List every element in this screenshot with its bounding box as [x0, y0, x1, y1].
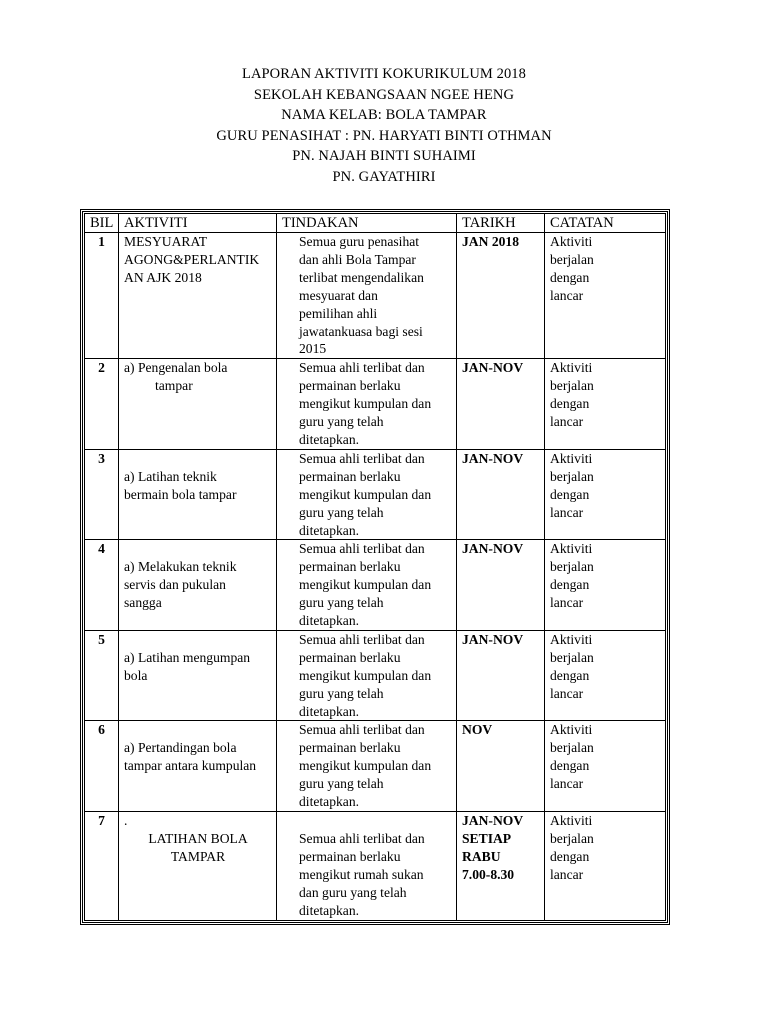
text-line: mengikut kumpulan dan: [299, 396, 432, 412]
table-header-row: [85, 214, 666, 233]
column-header-catatan: CATATAN: [545, 214, 666, 233]
cell-bil: 7: [85, 812, 119, 921]
text-line: berjalan: [550, 559, 594, 575]
spacer: [124, 631, 272, 649]
text-line: a) Melakukan teknik: [124, 559, 237, 575]
text-line: dengan: [550, 269, 590, 285]
text-line: bermain bola tampar: [124, 486, 237, 502]
cell-aktiviti: [119, 359, 277, 450]
text-line: guru yang telah: [299, 504, 384, 520]
cell-bil: 1: [85, 233, 119, 359]
cell-tindakan: [277, 721, 457, 812]
table-row: [85, 233, 666, 359]
text-line: guru yang telah: [299, 595, 384, 611]
cell-catatan: [545, 233, 666, 359]
text-line: dengan: [550, 577, 590, 593]
text-line: servis dan pukulan: [124, 577, 226, 593]
text-line: mengikut kumpulan dan: [299, 758, 432, 774]
text-line: a) Latihan mengumpan: [124, 649, 251, 665]
text-line: 2015: [299, 341, 327, 357]
text-line: lancar: [550, 776, 584, 792]
spacer: [299, 812, 452, 830]
text-line: Semua ahli terlibat dan: [299, 541, 425, 557]
text-line: mengikut kumpulan dan: [299, 577, 432, 593]
cell-bil: 2: [85, 359, 119, 450]
text-line: dengan: [550, 486, 590, 502]
text-line: Aktiviti: [550, 234, 593, 249]
text-line: guru yang telah: [299, 776, 384, 792]
column-header-aktiviti: AKTIVITI: [119, 214, 277, 233]
cell-tindakan: [277, 359, 457, 450]
cell-catatan: [545, 449, 666, 540]
text-line: JAN 2018: [462, 234, 520, 249]
advisor-teacher-1: GURU PENASIHAT : PN. HARYATI BINTI OTHMAN: [216, 127, 552, 144]
text-line: Semua ahli terlibat dan: [299, 722, 425, 738]
cell-tindakan: [277, 630, 457, 721]
cell-tindakan: [277, 449, 457, 540]
spacer: [124, 450, 272, 468]
text-line: lancar: [550, 595, 584, 611]
school-name: SEKOLAH KEBANGSAAN NGEE HENG: [253, 86, 515, 103]
cell-aktiviti: [119, 721, 277, 812]
cell-tindakan: [277, 812, 457, 921]
table-row: [85, 812, 666, 921]
text-line: berjalan: [550, 251, 594, 267]
text-line: lancar: [550, 414, 584, 430]
column-header-tarikh: TARIKH: [457, 214, 545, 233]
text-line: lancar: [550, 287, 584, 303]
text-line: MESYUARAT: [124, 234, 208, 249]
cell-tarikh: [457, 449, 545, 540]
text-line: berjalan: [550, 740, 594, 756]
cell-catatan: [545, 540, 666, 631]
cell-tarikh: [457, 630, 545, 721]
text-line: SETIAP: [462, 830, 512, 846]
text-line: dengan: [550, 848, 590, 864]
text-line: tampar antara kumpulan: [124, 758, 257, 774]
text-line: permainan berlaku: [299, 848, 401, 864]
text-line: dan ahli Bola Tampar: [299, 251, 416, 267]
text-line: a) Pengenalan bola: [124, 360, 228, 376]
text-line: AN AJK 2018: [124, 269, 202, 285]
cell-aktiviti: [119, 233, 277, 359]
text-line: berjalan: [550, 830, 594, 846]
text-line: terlibat mengendalikan: [299, 269, 424, 285]
table-row: [85, 449, 666, 540]
cell-catatan: [545, 812, 666, 921]
text-line: RABU: [462, 848, 501, 864]
cell-tindakan: [277, 233, 457, 359]
cell-tarikh: [457, 540, 545, 631]
text-line: Semua guru penasihat: [299, 234, 420, 249]
club-name: NAMA KELAB: BOLA TAMPAR: [281, 107, 487, 123]
text-line: Aktiviti: [550, 631, 593, 647]
text-line: mengikut rumah sukan: [299, 866, 424, 882]
text-line: a) Pertandingan bola: [124, 740, 237, 756]
advisor-teacher-3: PN. GAYATHIRI: [332, 168, 436, 185]
text-line: ditetapkan.: [299, 431, 360, 447]
text-line: permainan berlaku: [299, 649, 401, 665]
spacer: [124, 540, 272, 558]
text-line: dan guru yang telah: [299, 884, 407, 900]
text-line: mesyuarat dan: [299, 287, 378, 303]
spacer: [124, 721, 272, 739]
table-row: [85, 630, 666, 721]
text-line: Aktiviti: [550, 813, 593, 828]
text-line: a) Latihan teknik: [124, 468, 217, 484]
text-line: Aktiviti: [550, 360, 593, 376]
cell-aktiviti: [119, 812, 277, 921]
text-line: NOV: [462, 722, 493, 738]
text-line: lancar: [550, 685, 584, 701]
text-line: berjalan: [550, 468, 594, 484]
text-line: permainan berlaku: [299, 559, 401, 575]
text-line: ditetapkan.: [299, 703, 360, 719]
cell-tarikh: [457, 812, 545, 921]
cell-tarikh: [457, 721, 545, 812]
activity-table: [84, 213, 666, 921]
activity-table-frame: [80, 209, 670, 925]
report-header: [0, 64, 768, 187]
text-line: tampar: [155, 378, 193, 394]
text-line: JAN-NOV: [462, 541, 524, 557]
text-line: ditetapkan.: [299, 613, 360, 629]
text-line: dengan: [550, 667, 590, 683]
text-line: Semua ahli terlibat dan: [299, 831, 425, 846]
text-line: permainan berlaku: [299, 468, 401, 484]
text-line: jawatankuasa bagi sesi: [299, 323, 423, 339]
cell-bil: 6: [85, 721, 119, 812]
text-line: permainan berlaku: [299, 378, 401, 394]
text-line: guru yang telah: [299, 685, 384, 701]
text-line: Aktiviti: [550, 541, 593, 557]
text-line: ditetapkan.: [299, 794, 360, 810]
text-line: mengikut kumpulan dan: [299, 486, 432, 502]
cell-aktiviti: [119, 449, 277, 540]
text-line: lancar: [550, 866, 584, 882]
text-line: pemilihan ahli: [299, 305, 378, 321]
cell-bil: 5: [85, 630, 119, 721]
text-line: ditetapkan.: [299, 522, 360, 538]
text-line: Aktiviti: [550, 722, 593, 738]
text-line: TAMPAR: [170, 848, 226, 864]
text-line: berjalan: [550, 649, 594, 665]
cell-bil: 3: [85, 449, 119, 540]
cell-tarikh: [457, 359, 545, 450]
table-row: [85, 721, 666, 812]
report-title: LAPORAN AKTIVITI KOKURIKULUM 2018: [241, 66, 527, 82]
cell-catatan: [545, 630, 666, 721]
cell-bil: 4: [85, 540, 119, 631]
text-line: Semua ahli terlibat dan: [299, 450, 425, 466]
text-line: guru yang telah: [299, 414, 384, 430]
text-line: JAN-NOV: [462, 631, 524, 647]
text-line: lancar: [550, 504, 584, 520]
text-line: bola: [124, 667, 148, 683]
text-line: Semua ahli terlibat dan: [299, 360, 425, 376]
text-line: permainan berlaku: [299, 740, 401, 756]
cell-aktiviti: [119, 630, 277, 721]
text-line: LATIHAN BOLA: [148, 830, 248, 846]
text-line: mengikut kumpulan dan: [299, 667, 432, 683]
text-line: JAN-NOV: [462, 450, 524, 466]
text-line: AGONG&PERLANTIK: [124, 251, 260, 267]
text-line: ditetapkan.: [299, 902, 360, 918]
advisor-teacher-2: PN. NAJAH BINTI SUHAIMI: [292, 148, 476, 164]
cell-catatan: [545, 359, 666, 450]
text-line: sangga: [124, 595, 162, 611]
table-row: [85, 540, 666, 631]
cell-aktiviti: [119, 540, 277, 631]
column-header-bil: BIL: [85, 214, 119, 233]
text-line: berjalan: [550, 378, 594, 394]
text-line: JAN-NOV: [462, 813, 524, 828]
text-line: dengan: [550, 396, 590, 412]
text-line: .: [124, 813, 128, 828]
table-row: [85, 359, 666, 450]
text-line: JAN-NOV: [462, 360, 524, 376]
text-line: 7.00-8.30: [462, 866, 515, 882]
text-line: Semua ahli terlibat dan: [299, 631, 425, 647]
text-line: Aktiviti: [550, 450, 593, 466]
cell-catatan: [545, 721, 666, 812]
text-line: dengan: [550, 758, 590, 774]
column-header-tindakan: TINDAKAN: [277, 214, 457, 233]
cell-tindakan: [277, 540, 457, 631]
cell-tarikh: [457, 233, 545, 359]
